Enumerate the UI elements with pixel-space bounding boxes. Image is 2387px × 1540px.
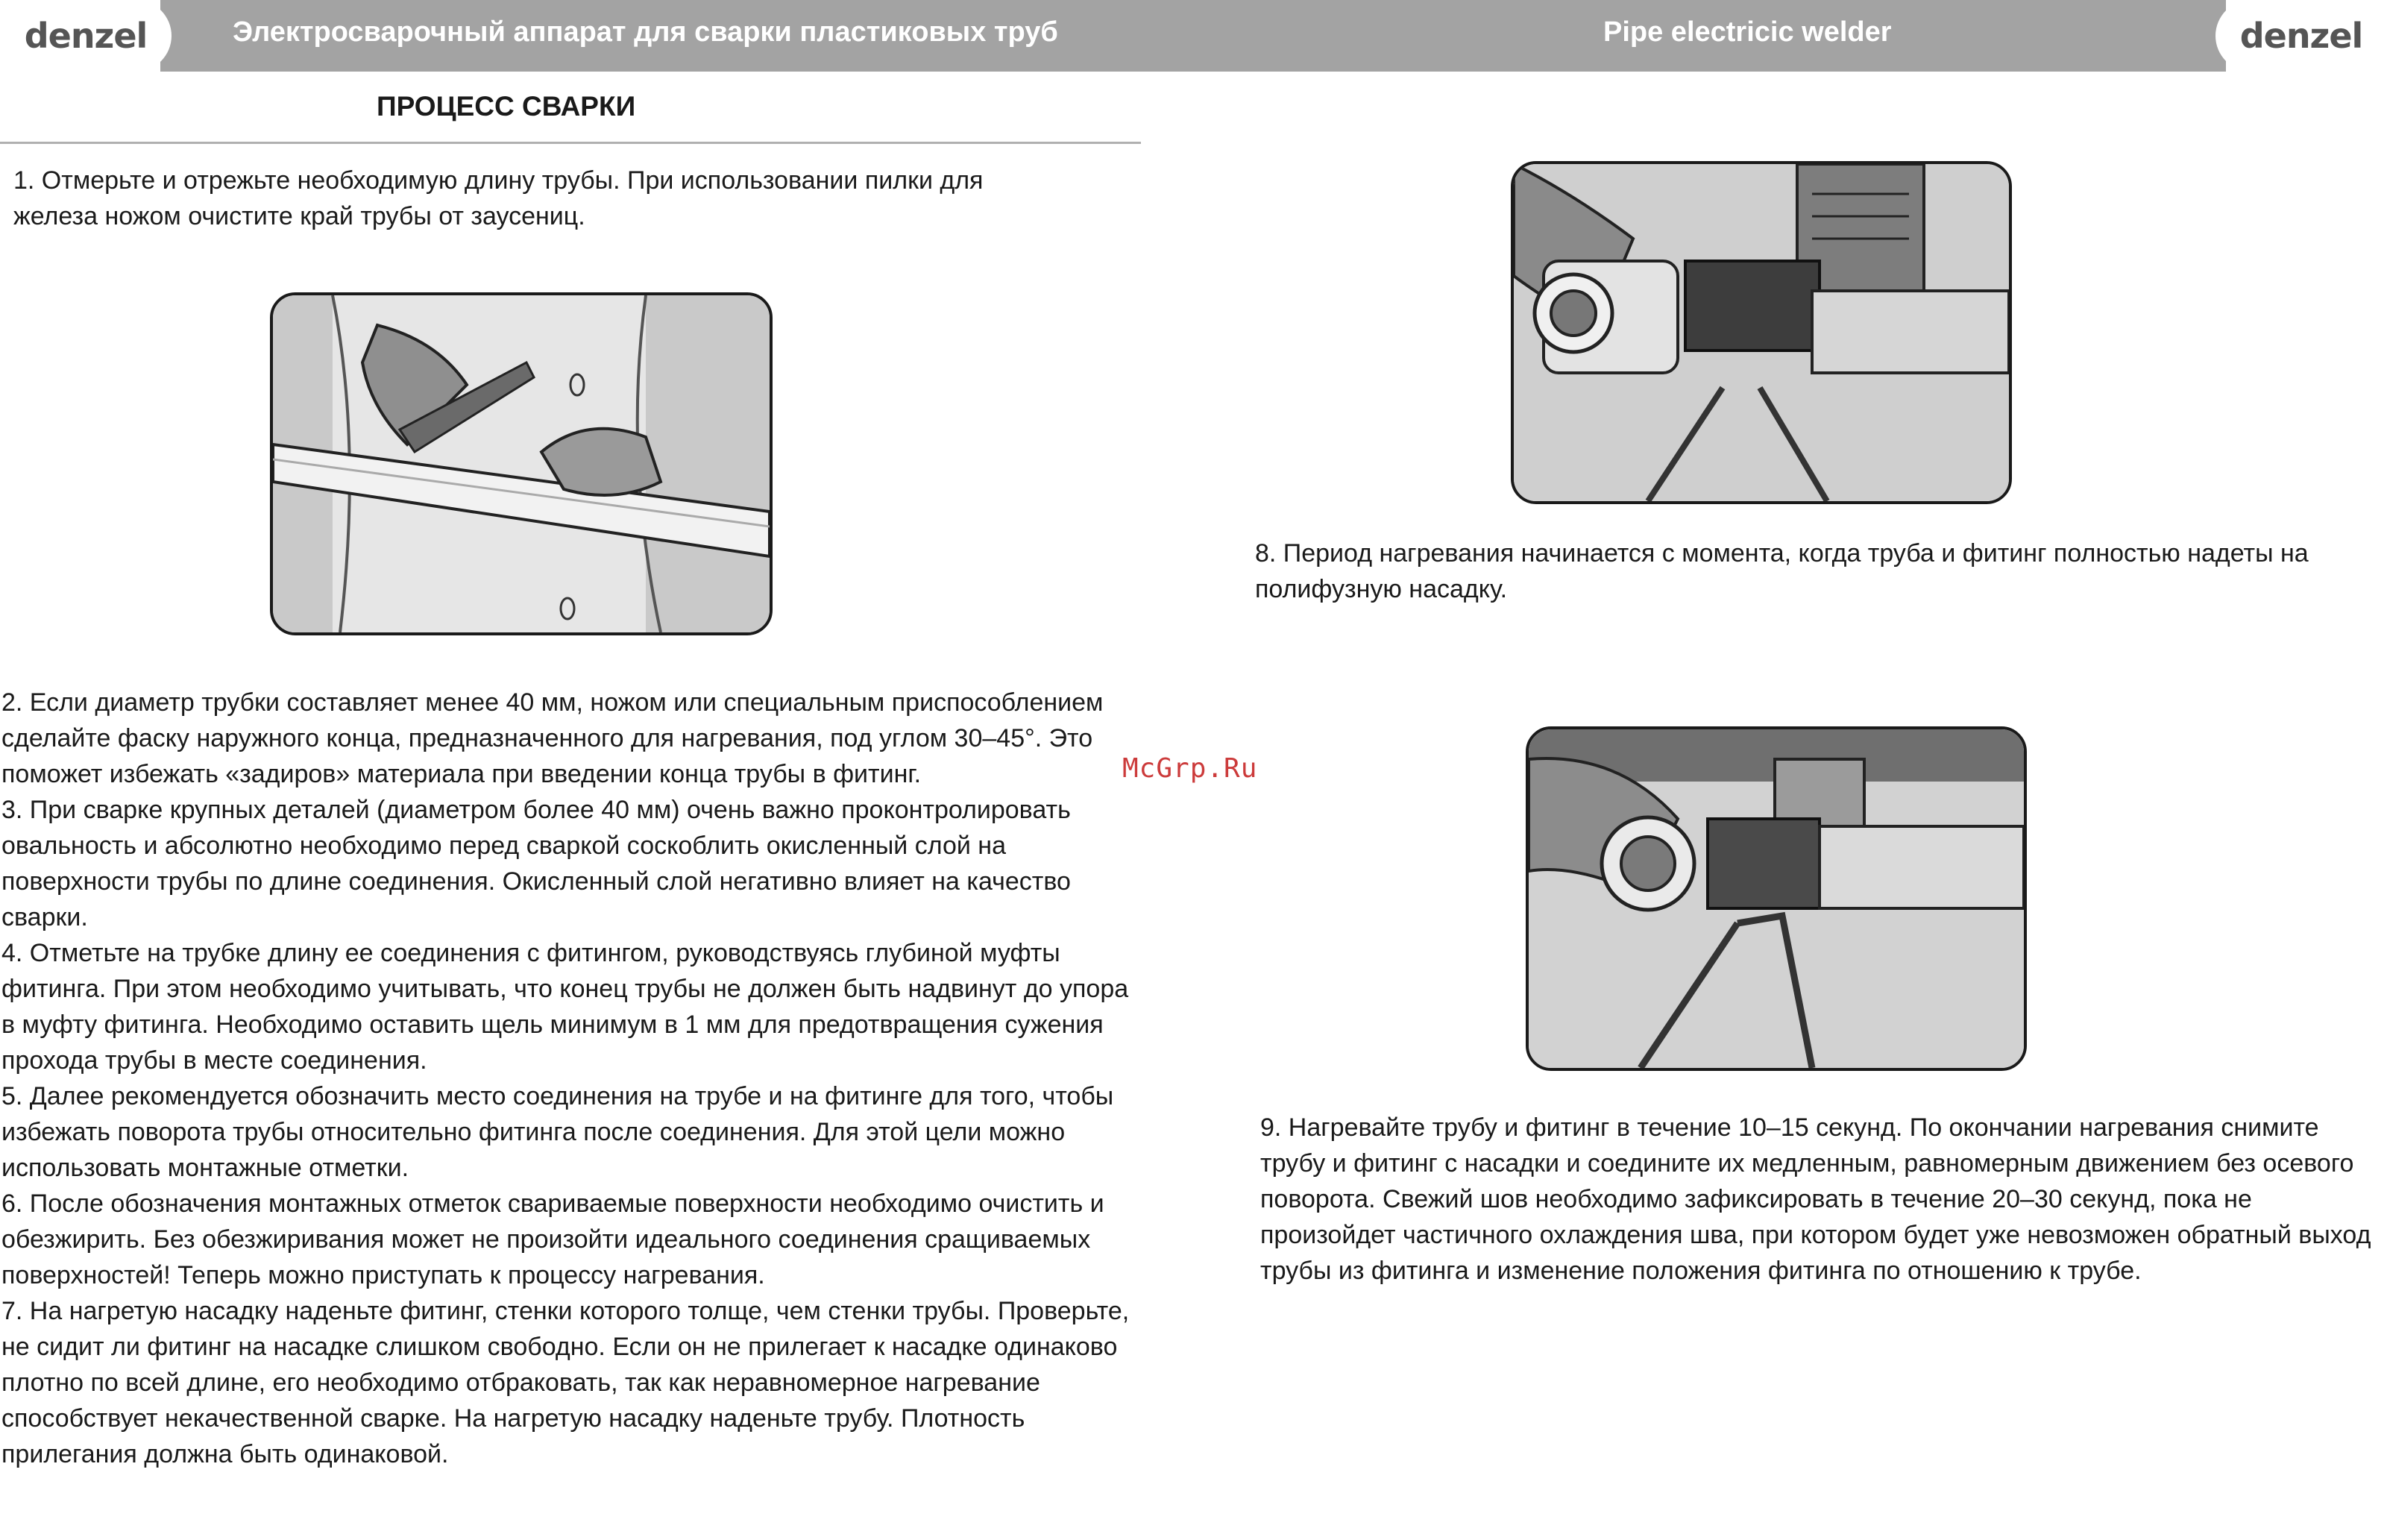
figure-joining-pipe: [1526, 726, 2027, 1071]
step-1-text: 1. Отмерьте и отрежьте необходимую длину трубы. При использовании пилки для железа ножом очистите край трубы от заусениц.: [13, 166, 984, 230]
heating-fitting-illustration: [1514, 164, 2009, 501]
watermark: McGrp.Ru: [1122, 753, 1258, 784]
figure-heating-fitting: [1511, 161, 2012, 504]
figure-pipe-cutting: [270, 292, 773, 635]
brand-logo-left: denzel: [24, 16, 148, 56]
step-8-text: 8. Период нагревания начинается с момента, когда труба и фитинг полностью надеты на полифузную насадку.: [1255, 539, 2309, 603]
header-title-en: Pipe electricic welder: [1603, 16, 1892, 48]
logo-right: [2215, 0, 2387, 72]
header-title-ru: Электросварочный аппарат для сварки пластиковых труб: [233, 16, 1058, 48]
section-title: ПРОЦЕСС СВАРКИ: [377, 91, 636, 122]
title-divider: [0, 142, 1141, 144]
pipe-cutting-illustration: [273, 295, 770, 632]
logo-left: [0, 0, 172, 72]
joining-pipe-illustration: [1529, 729, 2024, 1068]
step-9-text: 9. Нагревайте трубу и фитинг в течение 10–15 секунд. По окончании нагревания снимите трубу и фитинг с насадки и соедините их медленным, равномерным движением без осевого поворота. Свежий шов необходимо зафиксировать в течение 20–30 секунд, пока не произойдет частичного охлаждения шва, при котором будет уже невозможен обратный выход трубы из фитинга и изменение положения фитинга по отношению к трубе.: [1260, 1113, 2371, 1285]
steps-2-7-text: 2. Если диаметр трубки составляет менее 40 мм, ножом или специальным приспособлением сделайте фаску наружного конца, предназначенного для нагревания, под углом 30–45°. Это поможет избежать «задиров» материала при введении конца трубы в фитинг. 3. При сварке крупных деталей (диаметром более 40 мм) очень важно проконтролировать овальность и абсолютно необходимо перед сваркой соскоблить окисленный слой на поверхности трубы по длине соединения. Окисленный слой негативно влияет на качество сварки. 4. Отметьте на трубке длину ее соединения с фитингом, руководствуясь глубиной муфты фитинга. При этом необходимо учитывать, что конец трубы не должен быть надвинут до упора в муфту фитинга. Необходимо оставить щель минимум в 1 мм для предотвращения сужения прохода трубы в месте соединения. 5. Далее рекомендуется обозначить место соединения на трубе и на фитинге для того, чтобы избежать поворота трубы относительно фитинга после соединения. Для этой цели можно использовать монтажные отметки. 6. После обозначения монтажных отметок свариваемые поверхности необходимо очистить и обезжирить. Без обезжиривания может не произойти идеального соединения сращиваемых поверхностей! Теперь можно приступать к процессу нагревания. 7. На нагретую насадку наденьте фитинг, стенки которого толще, чем стенки трубы. Проверьте, не сидит ли фитинг на насадке слишком свободно. Если он не прилегает к насадке одинаково плотно по всей длине, его необходимо отбраковать, так как неравномерное нагревание способствует некачественной сварке. На нагретую насадку наденьте трубу. Плотность прилегания должна быть одинаковой.: [1, 688, 1130, 1468]
brand-logo-right: denzel: [2239, 16, 2363, 56]
